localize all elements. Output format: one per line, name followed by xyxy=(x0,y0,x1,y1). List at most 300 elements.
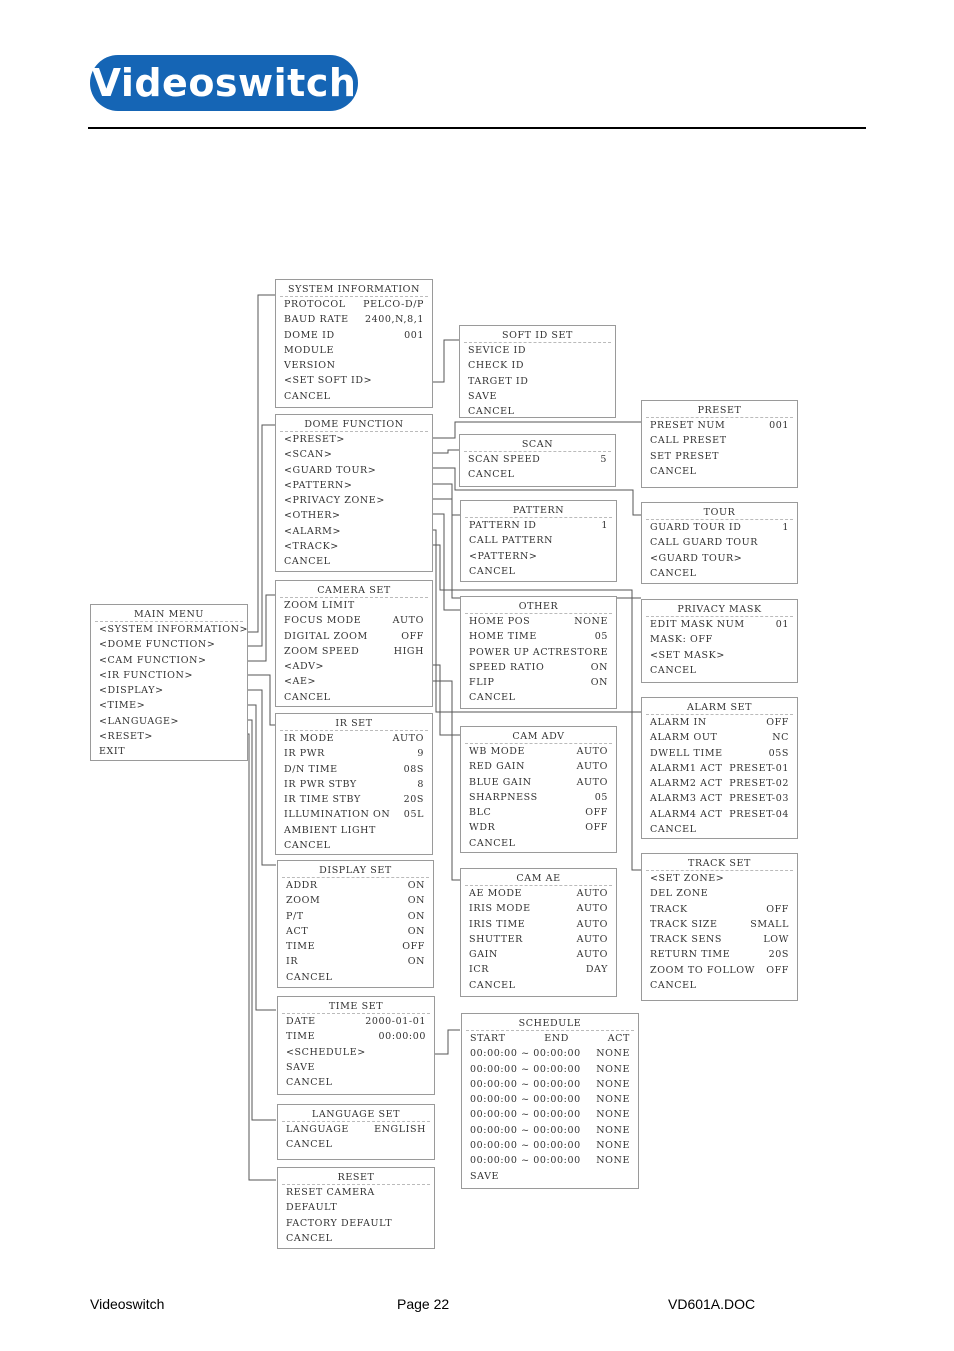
menu-title: PATTERN xyxy=(465,501,612,518)
menu-item xyxy=(276,690,432,705)
menu-language-set xyxy=(277,1104,435,1160)
menu-item-label: 00:00:00 ~ 00:00:00 xyxy=(470,1094,581,1106)
menu-item xyxy=(461,917,616,932)
menu-time-set xyxy=(277,996,435,1095)
menu-item-label: CANCEL xyxy=(469,692,516,704)
menu-item xyxy=(642,947,797,962)
menu-item-label: <TIME> xyxy=(99,700,146,712)
menu-item-label: CANCEL xyxy=(284,556,331,568)
menu-item xyxy=(460,452,615,467)
menu-item-value: PELCO-D/P xyxy=(363,299,424,310)
menu-item-label: 00:00:00 ~ 00:00:00 xyxy=(470,1078,581,1090)
menu-title: IR SET xyxy=(280,714,428,731)
menu-item-value: ENGLISH xyxy=(374,1124,426,1135)
menu-item xyxy=(276,508,432,523)
menu-item-label: <IR FUNCTION> xyxy=(99,669,194,681)
menu-item-label: RED GAIN xyxy=(469,761,526,773)
menu-item-label: PROTOCOL xyxy=(284,299,346,310)
menu-item-label: <AE> xyxy=(284,676,317,688)
menu-title: ALARM SET xyxy=(646,698,793,715)
menu-item-label: <PATTERN> xyxy=(469,550,538,562)
menu-item-value: 5 xyxy=(600,454,607,465)
menu-item-label: CHECK ID xyxy=(468,360,525,372)
menu-item-label: CANCEL xyxy=(284,840,331,852)
menu-item-label: 00:00:00 ~ 00:00:00 xyxy=(470,1124,581,1136)
menu-item-value: NC xyxy=(772,732,789,744)
menu-item xyxy=(461,759,616,774)
menu-item xyxy=(462,1077,638,1092)
menu-title: CAMERA SET xyxy=(280,581,428,598)
menu-item-label: BLC xyxy=(469,807,492,819)
menu-item xyxy=(276,674,432,689)
menu-item-value: NONE xyxy=(596,1063,630,1075)
menu-item xyxy=(278,924,433,939)
menu-item xyxy=(462,1092,638,1107)
menu-item-label: CALL GUARD TOUR xyxy=(650,537,759,549)
menu-title: OTHER xyxy=(465,597,612,614)
menu-item xyxy=(278,1060,434,1075)
menu-item xyxy=(91,744,247,759)
menu-item-value: AUTO xyxy=(576,761,608,773)
menu-item-value: RESTORE xyxy=(555,646,609,658)
menu-item-label: START xyxy=(470,1033,506,1044)
menu-item xyxy=(278,909,433,924)
menu-item xyxy=(278,939,433,954)
menu-item xyxy=(642,917,797,932)
menu-item-label: CANCEL xyxy=(469,565,516,577)
menu-item-label: CANCEL xyxy=(286,971,333,983)
menu-item xyxy=(278,1216,434,1231)
menu-item xyxy=(462,1031,638,1046)
menu-item xyxy=(642,822,797,837)
menu-item xyxy=(276,792,432,807)
menu-item-value: AUTO xyxy=(576,903,608,915)
menu-item-value: OFF xyxy=(766,964,789,976)
menu-dome-function xyxy=(275,414,433,572)
menu-item xyxy=(276,328,432,343)
menu-item-label: CANCEL xyxy=(286,1232,333,1244)
menu-item-value: ON xyxy=(407,956,425,968)
menu-item xyxy=(276,629,432,644)
menu-item-value: OFF xyxy=(585,807,608,819)
menu-item xyxy=(642,932,797,947)
menu-item xyxy=(461,744,616,759)
menu-item xyxy=(642,449,797,464)
menu-item-value: NONE xyxy=(596,1140,630,1152)
menu-item xyxy=(642,464,797,479)
menu-item xyxy=(461,790,616,805)
menu-item xyxy=(642,418,797,433)
menu-item xyxy=(461,564,616,579)
menu-item xyxy=(462,1046,638,1061)
menu-item xyxy=(276,524,432,539)
menu-item-label: CANCEL xyxy=(468,406,515,418)
menu-item-label: DWELL TIME xyxy=(650,747,723,759)
menu-item xyxy=(91,683,247,698)
menu-scan xyxy=(459,434,616,487)
menu-item-label: POWER UP ACT xyxy=(469,646,556,658)
menu-item-label: <PRIVACY ZONE> xyxy=(284,495,385,507)
menu-item-label: ZOOM SPEED xyxy=(284,645,360,657)
menu-item-label: ACT xyxy=(286,925,309,937)
menu-title: DOME FUNCTION xyxy=(280,415,428,432)
menu-item-value: OFF xyxy=(401,630,424,642)
menu-item xyxy=(278,954,433,969)
menu-item-value: 20S xyxy=(403,794,424,806)
menu-item-label: HOME POS xyxy=(469,616,531,627)
menu-item-label: EDIT MASK NUM xyxy=(650,619,745,630)
menu-camera-set xyxy=(275,580,433,707)
menu-item-value: END xyxy=(544,1033,569,1044)
menu-item-label: LANGUAGE xyxy=(286,1124,349,1135)
menu-item-label: <CAM FUNCTION> xyxy=(99,654,207,666)
menu-title: TIME SET xyxy=(282,997,430,1014)
menu-item xyxy=(461,886,616,901)
menu-item-label: <PRESET> xyxy=(284,434,345,445)
menu-item xyxy=(278,1200,434,1215)
menu-item xyxy=(642,776,797,791)
menu-item xyxy=(276,613,432,628)
menu-item-label: CANCEL xyxy=(284,691,331,703)
menu-item xyxy=(642,551,797,566)
menu-item-label: CANCEL xyxy=(650,567,697,579)
menu-item-value: PRESET-01 xyxy=(729,762,789,774)
menu-item-label: EXIT xyxy=(99,746,126,758)
menu-item-label: FLIP xyxy=(469,677,495,689)
menu-item-label: CALL PRESET xyxy=(650,435,727,447)
menu-item xyxy=(461,962,616,977)
menu-item xyxy=(642,746,797,761)
menu-item-label: <SET MASK> xyxy=(650,649,725,661)
menu-item-label: VERSION xyxy=(284,360,336,372)
menu-item xyxy=(276,539,432,554)
menu-item xyxy=(642,520,797,535)
menu-item xyxy=(461,805,616,820)
menu-title: CAM AE xyxy=(465,869,612,886)
menu-item-value: ON xyxy=(407,925,425,937)
menu-item-label: <SET ZONE> xyxy=(650,873,725,884)
menu-item-label: ALARM1 ACT xyxy=(650,762,723,774)
menu-item xyxy=(276,463,432,478)
menu-item-value: 8 xyxy=(417,778,424,790)
menu-title: SCHEDULE xyxy=(466,1014,634,1031)
menu-item-value: NONE xyxy=(596,1155,630,1167)
menu-item xyxy=(276,659,432,674)
menu-item-value: OFF xyxy=(766,903,789,915)
menu-item-value: 20S xyxy=(768,949,789,961)
menu-title: SCAN xyxy=(464,435,611,452)
menu-tour xyxy=(641,502,798,584)
menu-item-value: 1 xyxy=(782,522,789,533)
menu-item-label: FACTORY DEFAULT xyxy=(286,1217,393,1229)
menu-item-label: CANCEL xyxy=(469,979,516,991)
menu-item-label: ADDR xyxy=(286,880,318,891)
menu-item-label: DOME ID xyxy=(284,329,335,341)
menu-item xyxy=(461,675,616,690)
menu-item xyxy=(642,715,797,730)
menu-item-label: SHARPNESS xyxy=(469,791,538,803)
menu-item-value: AUTO xyxy=(576,918,608,930)
menu-item-value: 05 xyxy=(594,791,608,803)
menu-item-label: MODULE xyxy=(284,344,334,356)
menu-item-label: ZOOM xyxy=(286,895,321,907)
menu-item-label: 00:00:00 ~ 00:00:00 xyxy=(470,1063,581,1075)
menu-item xyxy=(462,1062,638,1077)
menu-item-label: IR PWR STBY xyxy=(284,778,357,790)
menu-item-label: <SCHEDULE> xyxy=(286,1046,366,1058)
menu-title: RESET xyxy=(282,1168,430,1185)
menu-title: CAM ADV xyxy=(465,727,612,744)
menu-item xyxy=(278,878,433,893)
menu-item-label: SPEED RATIO xyxy=(469,661,545,673)
menu-item-value: AUTO xyxy=(576,888,608,899)
menu-item xyxy=(642,730,797,745)
menu-item-label: CANCEL xyxy=(650,824,697,836)
menu-alarm-set xyxy=(641,697,798,839)
menu-item xyxy=(642,791,797,806)
menu-item-label: ALARM IN xyxy=(650,717,707,728)
menu-item-value: ACT xyxy=(607,1033,630,1044)
menu-item-label: CANCEL xyxy=(650,664,697,676)
menu-item xyxy=(461,614,616,629)
menu-item-label: 00:00:00 ~ 00:00:00 xyxy=(470,1048,581,1060)
menu-item-label: ILLUMINATION ON xyxy=(284,809,391,821)
menu-item-label: TIME xyxy=(286,1031,316,1043)
footer-doc-name: VD601A.DOC xyxy=(668,1296,756,1312)
menu-title: PRESET xyxy=(646,401,793,418)
menu-item xyxy=(461,947,616,962)
menu-item-label: TRACK SIZE xyxy=(650,918,718,930)
menu-item-label: AMBIENT LIGHT xyxy=(284,824,376,836)
menu-item xyxy=(276,598,432,613)
menu-item-label: <DISPLAY> xyxy=(99,685,164,697)
menu-item xyxy=(278,1045,434,1060)
menu-item xyxy=(642,535,797,550)
menu-item-value: PRESET-03 xyxy=(729,793,789,805)
menu-item-value: 001 xyxy=(404,329,424,341)
menu-item-value: NONE xyxy=(596,1048,630,1060)
menu-title: PRIVACY MASK xyxy=(646,600,793,617)
menu-item-label: ALARM2 ACT xyxy=(650,778,723,790)
menu-soft-id-set xyxy=(459,325,616,418)
menu-item xyxy=(276,823,432,838)
menu-item-value: 1 xyxy=(601,520,608,531)
menu-item-label: P/T xyxy=(286,910,304,922)
menu-ir-set xyxy=(275,713,433,855)
menu-item-value: NONE xyxy=(596,1124,630,1136)
menu-item xyxy=(276,762,432,777)
menu-item xyxy=(276,731,432,746)
menu-item xyxy=(461,645,616,660)
menu-item-label: CANCEL xyxy=(286,1139,333,1151)
menu-item-label: D/N TIME xyxy=(284,763,338,775)
menu-item-label: MASK: OFF xyxy=(650,634,713,646)
menu-item xyxy=(91,729,247,744)
menu-item-label: <PATTERN> xyxy=(284,479,353,491)
menu-item-label: SAVE xyxy=(286,1061,316,1073)
menu-item-label: BAUD RATE xyxy=(284,314,349,326)
menu-item-label: CANCEL xyxy=(468,469,515,481)
menu-item xyxy=(461,549,616,564)
menu-item-label: DATE xyxy=(286,1016,316,1027)
menu-title: LANGUAGE SET xyxy=(282,1105,430,1122)
menu-item xyxy=(642,433,797,448)
menu-item-value: 05S xyxy=(768,747,789,759)
menu-item-value: PRESET-02 xyxy=(729,778,789,790)
menu-item-value: AUTO xyxy=(392,733,424,744)
menu-item-value: AUTO xyxy=(576,776,608,788)
menu-item-label: <ADV> xyxy=(284,661,325,673)
menu-item-label: ALARM3 ACT xyxy=(650,793,723,805)
menu-item-label: BLUE GAIN xyxy=(469,776,532,788)
menu-item xyxy=(461,518,616,533)
menu-item xyxy=(462,1169,638,1184)
menu-item-value: 08S xyxy=(403,763,424,775)
menu-item-label: SEVICE ID xyxy=(468,345,527,356)
menu-item xyxy=(462,1107,638,1122)
menu-item-label: DEL ZONE xyxy=(650,888,709,900)
menu-item-value: ON xyxy=(590,661,608,673)
menu-privacy-mask xyxy=(641,599,798,683)
menu-item-label: IR MODE xyxy=(284,733,335,744)
menu-item xyxy=(91,698,247,713)
menu-item-label: ZOOM TO FOLLOW xyxy=(650,964,756,976)
menu-item-label: <LANGUAGE> xyxy=(99,715,180,727)
menu-pattern xyxy=(460,500,617,582)
menu-item-label: 00:00:00 ~ 00:00:00 xyxy=(470,1155,581,1167)
menu-item-value: ON xyxy=(407,895,425,907)
menu-item-label: CALL PATTERN xyxy=(469,535,554,547)
menu-item-label: SCAN SPEED xyxy=(468,454,541,465)
menu-item-label: TRACK xyxy=(650,903,688,915)
menu-item xyxy=(461,836,616,851)
menu-item xyxy=(276,777,432,792)
menu-item-value: AUTO xyxy=(576,949,608,961)
menu-item xyxy=(642,566,797,581)
menu-item-label: TRACK SENS xyxy=(650,934,722,946)
menu-item xyxy=(276,478,432,493)
menu-item xyxy=(642,617,797,632)
menu-item xyxy=(642,886,797,901)
menu-track-set xyxy=(641,853,798,1001)
menu-item-label: CANCEL xyxy=(284,390,331,402)
menu-item-label: IR PWR xyxy=(284,748,325,760)
menu-item-value: OFF xyxy=(585,822,608,834)
menu-item-label: <SYSTEM INFORMATION> xyxy=(99,624,249,635)
menu-schedule xyxy=(461,1013,639,1189)
menu-item xyxy=(276,644,432,659)
menu-item-value: AUTO xyxy=(392,615,424,627)
menu-item xyxy=(461,820,616,835)
menu-item xyxy=(278,1231,434,1246)
menu-item-value: OFF xyxy=(766,717,789,728)
menu-item-value: 00:00:00 xyxy=(378,1031,426,1043)
menu-item-label: IR xyxy=(286,956,299,968)
menu-item xyxy=(278,1122,434,1137)
menu-item-label: <TRACK> xyxy=(284,541,339,553)
menu-item-label: RETURN TIME xyxy=(650,949,731,961)
menu-reset xyxy=(277,1167,435,1249)
menu-item xyxy=(642,871,797,886)
menu-title: SOFT ID SET xyxy=(464,326,611,343)
menu-item xyxy=(276,493,432,508)
menu-item-label: <SET SOFT ID> xyxy=(284,375,373,387)
menu-title: SYSTEM INFORMATION xyxy=(280,280,428,297)
menu-item-value: ON xyxy=(407,910,425,922)
menu-item xyxy=(276,389,432,404)
menu-item-value: 05 xyxy=(594,631,608,643)
menu-item-label: CANCEL xyxy=(650,980,697,992)
menu-item-label: <OTHER> xyxy=(284,510,341,522)
menu-preset xyxy=(641,400,798,488)
menu-item-label: IR TIME STBY xyxy=(284,794,361,806)
menu-item xyxy=(276,343,432,358)
menu-item-label: CANCEL xyxy=(469,837,516,849)
menu-item xyxy=(461,533,616,548)
menu-item xyxy=(460,374,615,389)
menu-item xyxy=(278,893,433,908)
menu-item xyxy=(91,637,247,652)
menu-item xyxy=(642,978,797,993)
menu-item-label: 00:00:00 ~ 00:00:00 xyxy=(470,1109,581,1121)
menu-item xyxy=(91,653,247,668)
menu-cam-ae xyxy=(460,868,617,997)
menu-item xyxy=(460,467,615,482)
menu-item-label: GUARD TOUR ID xyxy=(650,522,742,533)
menu-item xyxy=(276,373,432,388)
menu-item-value: ON xyxy=(407,880,425,891)
menu-item xyxy=(461,629,616,644)
menu-item-label: ZOOM LIMIT xyxy=(284,600,355,611)
menu-item-value: 05L xyxy=(403,809,424,821)
menu-item xyxy=(460,358,615,373)
menu-item xyxy=(460,404,615,419)
footer-left: Videoswitch xyxy=(90,1296,165,1312)
menu-main xyxy=(90,604,248,761)
menu-item xyxy=(461,775,616,790)
menu-item xyxy=(461,690,616,705)
menu-item xyxy=(278,1137,434,1152)
menu-item-label: IRIS MODE xyxy=(469,903,531,915)
menu-item-label: <GUARD TOUR> xyxy=(650,552,743,564)
menu-item xyxy=(278,1075,434,1090)
menu-item-value: DAY xyxy=(585,964,608,976)
menu-item xyxy=(276,312,432,327)
menu-item-value: NONE xyxy=(596,1078,630,1090)
menu-item-value: 2400,N,8,1 xyxy=(364,314,424,326)
menu-item xyxy=(276,358,432,373)
videoswitch-logo: Videoswitch xyxy=(90,55,358,111)
menu-item-label: FOCUS MODE xyxy=(284,615,362,627)
menu-item xyxy=(642,648,797,663)
menu-item xyxy=(276,297,432,312)
menu-item-value: NONE xyxy=(596,1094,630,1106)
menu-item xyxy=(642,807,797,822)
menu-item-label: GAIN xyxy=(469,949,498,961)
menu-item-value: NONE xyxy=(574,616,608,627)
menu-item-label: SET PRESET xyxy=(650,450,720,462)
menu-item xyxy=(462,1138,638,1153)
menu-item-label: SAVE xyxy=(468,390,498,402)
menu-item xyxy=(642,902,797,917)
menu-item-label: TARGET ID xyxy=(468,375,529,387)
menu-item-label: ALARM4 ACT xyxy=(650,808,723,820)
menu-item-label: WB MODE xyxy=(469,746,526,757)
menu-cam-adv xyxy=(460,726,617,853)
menu-item xyxy=(278,1185,434,1200)
menu-item xyxy=(91,714,247,729)
menu-item-value: AUTO xyxy=(576,746,608,757)
